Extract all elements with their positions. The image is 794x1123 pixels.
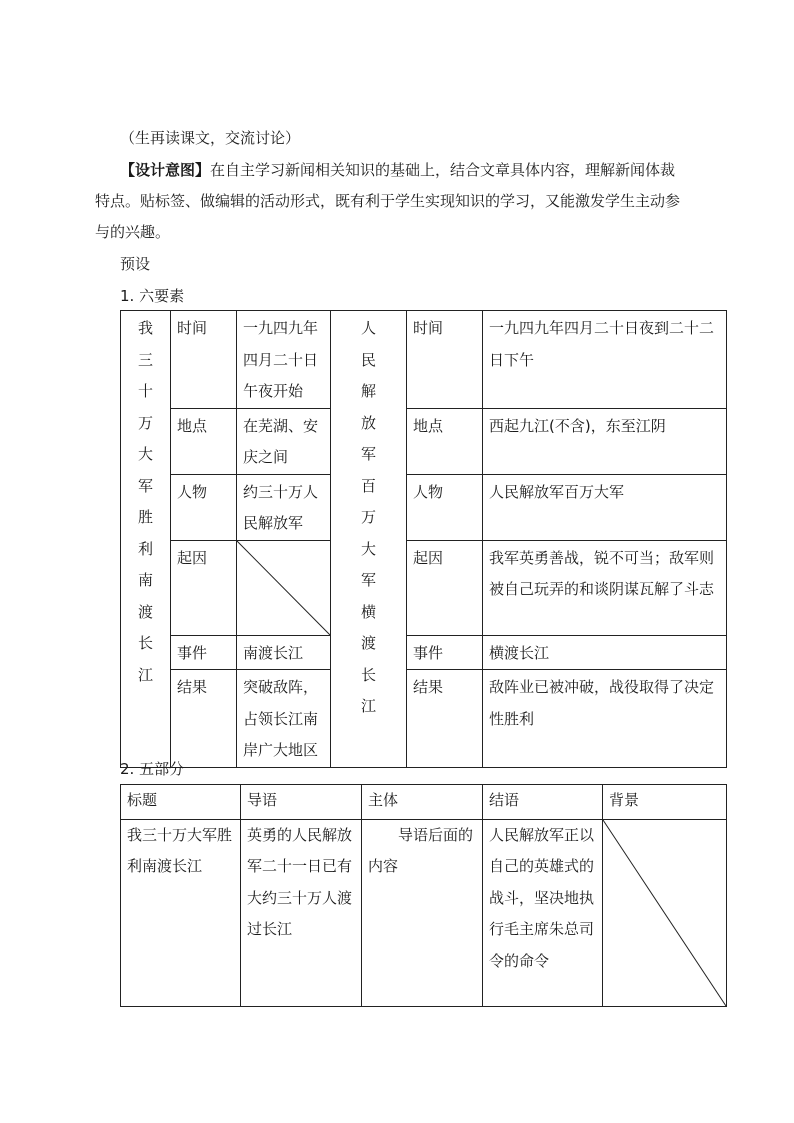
right-time-value: 一九四九年四月二十日夜到二十二日下午 [483, 311, 727, 409]
right-event-value: 横渡长江 [483, 635, 727, 670]
header-title: 标题 [121, 785, 241, 820]
design-intent-text: 在自主学习新闻相关知识的基础上，结合文章具体内容，理解新闻体裁 [210, 161, 676, 179]
row-label-cause: 起因 [171, 540, 237, 635]
cell-body: 导语后面的内容 [362, 819, 483, 1006]
right-people-value: 人民解放军百万大军 [483, 474, 727, 540]
right-place-value: 西起九江(不含)，东至江阴 [483, 408, 727, 474]
design-intent-heading: 【设计意图】 [120, 161, 211, 179]
left-time-value: 一九四九年四月二十日午夜开始 [237, 311, 331, 409]
right-result-value: 敌阵业已被冲破，战役取得了决定性胜利 [483, 670, 727, 768]
right-row-label-place: 地点 [407, 408, 483, 474]
header-body: 主体 [362, 785, 483, 820]
right-row-label-time: 时间 [407, 311, 483, 409]
six-elements-heading: 1. 六要素 [120, 287, 185, 305]
cell-background-empty [603, 819, 727, 1006]
cell-title: 我三十万大军胜利南渡长江 [121, 819, 241, 1006]
left-news-title: 我 三 十 万 大 军 胜 利 南 渡 长 江 [121, 311, 171, 768]
header-lead: 导语 [241, 785, 362, 820]
right-cause-value: 我军英勇善战，锐不可当；敌军则被自己玩弄的和谈阴谋瓦解了斗志 [483, 540, 727, 635]
left-result-value: 突破敌阵，占领长江南岸广大地区 [237, 670, 331, 768]
cell-conclusion: 人民解放军正以自己的英雄式的战斗，坚决地执行毛主席朱总司令的命令 [483, 819, 603, 1006]
cell-lead: 英勇的人民解放军二十一日已有大约三十万人渡过长江 [241, 819, 362, 1006]
right-row-label-event: 事件 [407, 635, 483, 670]
paragraph-line-4: 与的兴趣。 [95, 223, 171, 241]
right-row-label-people: 人物 [407, 474, 483, 540]
left-event-value: 南渡长江 [237, 635, 331, 670]
diagonal-line [603, 820, 726, 1006]
left-people-value: 约三十万人民解放军 [237, 474, 331, 540]
row-label-time: 时间 [171, 311, 237, 409]
left-cause-empty-cell [237, 540, 331, 635]
five-parts-heading: 2. 五部分 [120, 760, 185, 778]
right-row-label-result: 结果 [407, 670, 483, 768]
right-row-label-cause: 起因 [407, 540, 483, 635]
row-label-event: 事件 [171, 635, 237, 670]
right-news-title: 人 民 解 放 军 百 万 大 军 横 渡 长 江 [331, 311, 407, 768]
design-intent-line [120, 160, 730, 180]
row-label-place: 地点 [171, 408, 237, 474]
five-parts-table [120, 784, 727, 1007]
preset-heading: 预设 [120, 255, 151, 273]
six-elements-table [120, 310, 727, 768]
paragraph-line-3: 特点。贴标签、做编辑的活动形式，既有利于学生实现知识的学习，又能激发学生主动参 [95, 192, 681, 210]
header-conclusion: 结语 [483, 785, 603, 820]
row-label-people: 人物 [171, 474, 237, 540]
paragraph-line-1: （生再读课文，交流讨论） [120, 129, 301, 147]
diagonal-line [237, 541, 330, 635]
row-label-result: 结果 [171, 670, 237, 768]
left-place-value: 在芜湖、安庆之间 [237, 408, 331, 474]
header-background: 背景 [603, 785, 727, 820]
